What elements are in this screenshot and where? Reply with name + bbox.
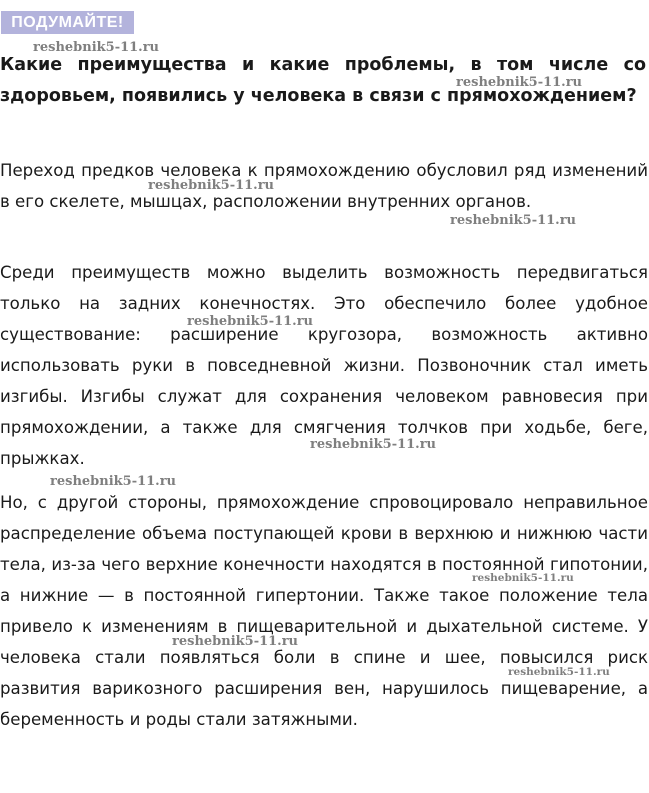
answer-paragraph-2: Среди преимуществ можно выделить возможность передвигаться только на задних конечностях. Это обеспечило более удобное существование: расширение кругозора, возможность активно использовать руки в повседневной жизни. Позвоночник стал иметь изгибы. Изгибы служат для сохранения человеком равновесия при прямохождении, а также для смягчения толчков при ходьбе, беге, прыжках.: [0, 263, 648, 468]
watermark: reshebnik5-11.ru: [508, 666, 610, 678]
watermark: reshebnik5-11.ru: [187, 314, 314, 329]
watermark: reshebnik5-11.ru: [456, 75, 583, 90]
think-badge: ПОДУМАЙТЕ!: [1, 11, 134, 34]
watermark: reshebnik5-11.ru: [33, 40, 160, 55]
watermark: reshebnik5-11.ru: [148, 178, 275, 193]
watermark: reshebnik5-11.ru: [472, 572, 574, 584]
question-heading: Какие преимущества и какие проблемы, в том числе со здоровьем, появились у человека в связи с прямохождением?: [0, 55, 646, 106]
watermark: reshebnik5-11.ru: [310, 437, 437, 452]
watermark: reshebnik5-11.ru: [50, 474, 177, 489]
watermark: reshebnik5-11.ru: [450, 213, 577, 228]
answer-paragraph-1: Переход предков человека к прямохождению обусловил ряд изменений в его скелете, мышцах, расположении внутренних органов.: [0, 161, 648, 211]
answer-paragraph-3: Но, с другой стороны, прямохождение спровоцировало неправильное распределение объема поступающей крови в верхнюю и нижнюю части тела, из-за чего верхние конечности находятся в постоянной гипотонии, а нижние — в постоянной гипертонии. Также такое положение тела привело к изменениям в пищеварительной и дыхательной системе. У человека стали появляться боли в спине и шее, повысился риск развития варикозного расширения вен, нарушилось пищеварение, а беременность и роды стали затяжными.: [0, 493, 648, 729]
watermark: reshebnik5-11.ru: [172, 634, 299, 649]
